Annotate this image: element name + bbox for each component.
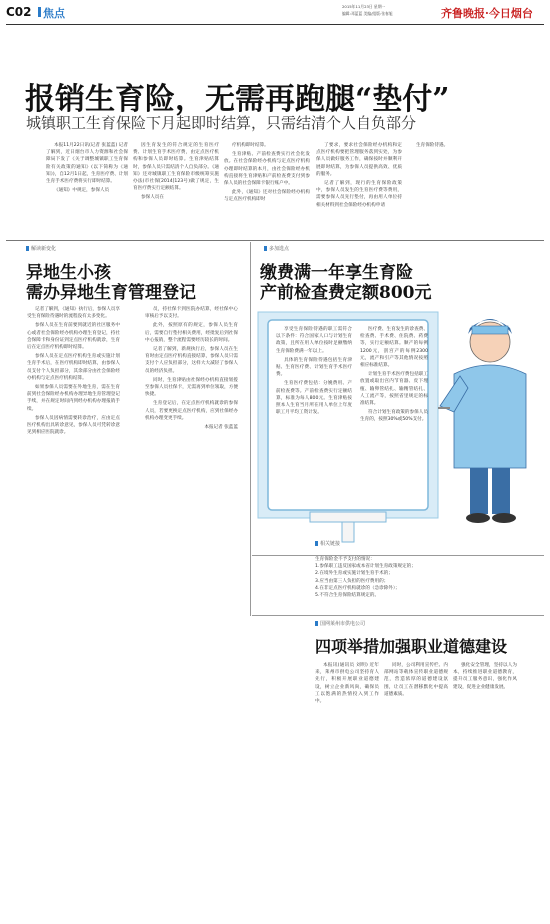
paragraph: 享受生育保险待遇的职工需符合以下条件：符合国家人口与计划生育政策，且所在用人单位按时足额缴纳生育保险费满一年以上。 [276, 327, 352, 354]
page-header [0, 0, 550, 24]
paragraph: 因生育发生的符合规定的生育医疗费、计划生育手术医疗费，由定点医疗机构和参保人员即时结算。生育津贴结算时，参保人员只需结清个人自负部分。《通知》还对城镇职工生育保险市级统筹实施办法(市社保[2014]123号)做了规定，生育医疗费实行定额结算。 [133, 143, 219, 192]
syringe-plunger [310, 512, 386, 522]
left-title-2: 需办异地生育管理登记 [26, 283, 196, 303]
paragraph: 医疗费、生育发生的诊查费、检查费、手术费、住院费、药费等，实行定额结算。顺产的每例1200元，剖宫产的每例2300元，流产和引产等其他情况按照相应标准结算。 [360, 327, 428, 369]
section-tag: 解读新变化 [26, 245, 56, 252]
lead-col-5 [408, 142, 496, 151]
paragraph: 了要求，要求社会保险经办机构和定点医疗机构要把管理服务落到实处，为参保人员做好服务工作，确保按时并顺利开展即时结算，为参保人员提供高效、优质的服务。 [316, 143, 402, 177]
right-title-1: 缴费满一年享生育险 [260, 263, 413, 283]
date-line: 2015年11月23日 星期一 [342, 4, 386, 9]
section-marker [38, 7, 41, 17]
page-code: C02 [6, 5, 32, 19]
lead-subheadline: 城镇职工生育保险下月起即时结算，只需结清个人自负部分 [26, 114, 417, 132]
bottom-divider [252, 615, 544, 616]
right-title-2: 产前检查费定额800元 [260, 283, 432, 303]
paragraph: 具体的生育保险待遇包括生育津贴、生育医疗费、计划生育手术医疗费。 [276, 357, 352, 378]
paragraph: 参保人员在定点医疗机构生育或实施计划生育手术后，在医疗机构即时结算，由参保人员支付个人负担部分，其余部分由社会保险经办机构与定点医疗机构结算。 [27, 354, 120, 381]
paragraph: 员，持社保卡到医院办结算，经社保中心审核后予以支付。 [145, 307, 238, 320]
paragraph: 生育登记后，在定点医疗机构就诊的参保人员，若要更换定点医疗机构，应到社保经办机构办理变更手续。 [145, 401, 238, 421]
bottom-title: 四项举措加强职业道德建设 [315, 637, 508, 656]
lead-headline: 报销生育险，无需再跑腿“垫付” [25, 82, 450, 117]
paragraph: 强化安全管理，坚持以人为本，持续推进职业道德教育，提升员工服务意识，强化作风建设，促进企业健康发展。 [453, 663, 517, 690]
bottom-col-2 [384, 662, 448, 700]
left-title-1: 异地生小孩 [26, 263, 111, 283]
paragraph: 计划生育手术医疗费包括职工放置或取出宫内节育器、皮下埋植、输卵管结扎、输精管结扎、人工流产等，按照省里规定的标准结算。 [360, 372, 428, 407]
news-list [315, 556, 527, 599]
paragraph: 参保人员因病情需要转诊治疗，应由定点医疗机构出具转诊意见，参保人员可凭转诊意见到相应医院就诊。 [27, 415, 120, 436]
paragraph: 本报11月22日讯(记者 张蓝蓝) 记者了解到，近日烟台市人力资源和社会保障局下发了《关于调整城镇职工生育保险有关政策的通知》(以下简称为《通知》)，自12月1日起，生育医疗费、计划生育手术医疗费将实行即时结算。 [46, 143, 128, 185]
list-item: 1.参保职工违反国家或本省计划生育政策规定的； [315, 564, 416, 570]
paragraph: 疗机构即时结算。 [232, 143, 269, 148]
paragraph: 本报讯(通讯员 刘明) 近年来，莱州市供电公司坚持育人先行，积极开展职业道德建设，树立企业新风尚，确保员工以饱满的热情投入到工作中。 [315, 663, 379, 705]
right-col-1 [276, 326, 352, 418]
paragraph: 符合计划生育政策的参保人员生育的，按照30%或50%支付。 [360, 410, 428, 423]
lead-col-2 [133, 142, 219, 204]
list-item: 生育保险金不予支付的情况： [315, 557, 375, 562]
paragraph: 记者了解到，新规执行后，参保人员在生育时由定点医疗机构直接结算，参保人员只需支付个人应负担部分，这样大大减轻了参保人员的经济负担。 [145, 347, 238, 374]
paragraph: 生育保险待遇。 [416, 143, 449, 148]
section-label: 焦点 [43, 7, 65, 20]
paragraph: 生育津贴、产前检查费实行社会化发放。在社会保险经办机构与定点医疗机构办理即时结算的本月，由社会保险经办机构直接将生育津贴和产前检查费支付到参保人员的社会保障卡银行账户中。 [224, 152, 310, 187]
paragraph: 同时，公司利用宣传栏、内部网站等载体宣传职业道德规范，营造浓厚的道德建设氛围，让员工在潜移默化中提高道德素质。 [384, 663, 448, 697]
paragraph: 参保人员在 [141, 195, 164, 201]
masthead-logo: 齐鲁晚报·今日烟台 [441, 7, 533, 20]
paragraph: 记者了解到，现行的生育保险政策中，参保人员发生的生育医疗费等费用，需要参保人员先行垫付，再由用人单位持相关材料到社会保险经办机构申请 [316, 181, 402, 208]
list-item: 3.应当由第三人负担的医疗费用的； [315, 578, 389, 584]
bottom-col-3 [453, 662, 517, 693]
paragraph: 参保人员在生育前要到就近的社区服务中心或者社会保险经办机构办理生育登记，持社会保障卡和身份证到定点医疗机构就诊，生育后在定点医疗机构即时结算。 [27, 323, 120, 351]
paragraph: 此外，按照原有的规定，参保人员生育后，需要自行垫付相关费用，经批复后到社保中心报销，整个流程需要经历较长的时间。 [145, 323, 238, 343]
section-tag: 国网莱州市供电公司 [315, 620, 365, 627]
header-rule [6, 24, 544, 25]
paragraph: 此外，《通知》还对社会保险经办机构与定点医疗机构即时 [224, 190, 310, 203]
vertical-divider [250, 242, 251, 616]
section-tag: 多加选点 [264, 245, 289, 252]
paragraph: 生育医疗费包括：分娩费用、产前检查费等。产前检查费实行定额结算，标准为每人800元。生育津贴按照本人生育当月所在用人单位上年度职工月平均工资计发。 [276, 381, 352, 416]
paragraph: 同时，生育津贴由社保经办机构直接划拨至参保人员社保卡，无需再到单位领取，方便快捷。 [145, 377, 238, 398]
lead-col-3 [224, 142, 310, 206]
editor-line: 编辑:邓蓝蓝 美编/组版:张春旭 [342, 11, 393, 16]
paragraph: 如果参保人员需要在外地生育，需在生育前到社会保险经办机构办理异地生育管理登记手续，并在规定时间内到经办机构办理报销手续。 [27, 385, 120, 412]
lead-divider [6, 240, 544, 241]
syringe-stem [342, 522, 354, 542]
left-col-2 [145, 306, 238, 433]
right-col-2 [360, 326, 428, 426]
bottom-col-1 [315, 662, 379, 707]
left-col-1 [27, 306, 120, 438]
paragraph: 本报记者 张蓝蓝 [204, 425, 238, 431]
paragraph: 记者了解到，《通知》执行后，参保人员享受生育保险待遇时的流程没有太多变化。 [27, 307, 120, 320]
lead-col-1 [46, 142, 128, 196]
paragraph: 《通知》中规定，参保人员 [54, 188, 110, 194]
list-item: 4.在非定点医疗机构就诊的（急诊除外）； [315, 585, 400, 591]
lead-col-4 [316, 142, 402, 211]
list-item: 2.在境外生育或实施计划生育手术的； [315, 571, 393, 577]
list-item: 5.不符合生育保险结算规定的。 [315, 593, 380, 599]
doctor-figure [440, 319, 526, 523]
section-tag: 相关链接 [315, 540, 340, 547]
